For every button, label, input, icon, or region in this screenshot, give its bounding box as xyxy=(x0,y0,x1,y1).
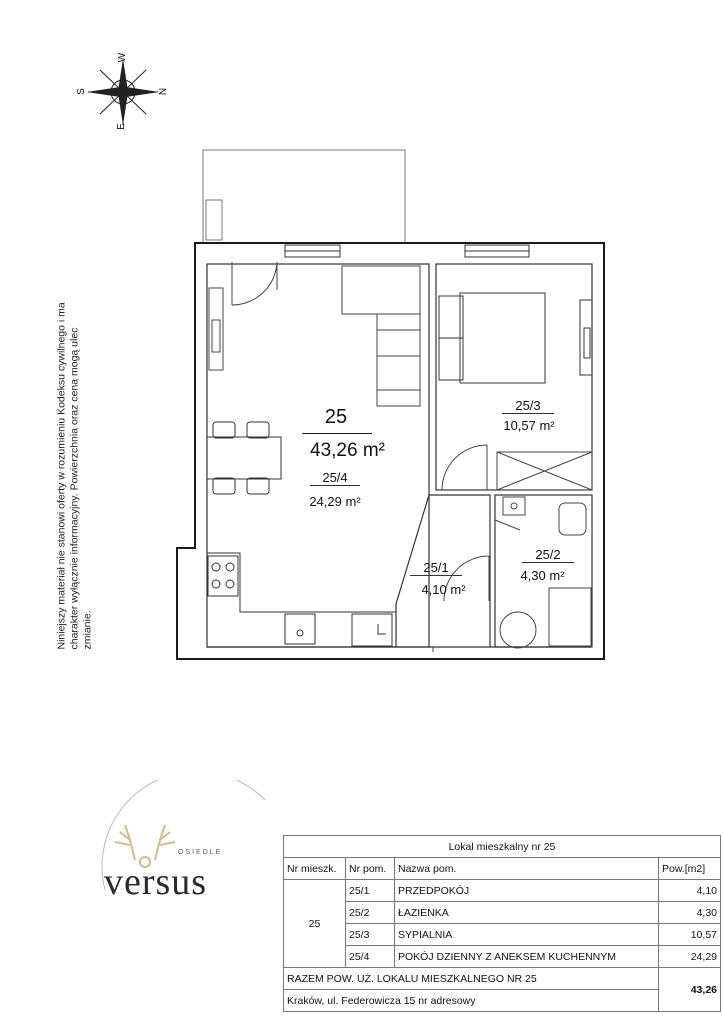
compass-e: E xyxy=(115,123,127,130)
row-nr: 25/2 xyxy=(346,902,395,924)
logo-subtitle: OSIEDLE xyxy=(178,849,223,856)
row-nr: 25/4 xyxy=(346,946,395,968)
total-value: 43,26 xyxy=(659,968,721,1012)
unit-area: 43,26 m² xyxy=(310,440,385,461)
header-nazwa-pom: Nazwa pom. xyxy=(395,858,659,880)
header-nr-mieszk: Nr mieszk. xyxy=(284,858,346,880)
room-area-25-3: 10,57 m² xyxy=(503,418,555,433)
row-area: 4,10 xyxy=(659,880,721,902)
compass-rose xyxy=(88,60,158,125)
total-label: RAZEM POW. UŻ. LOKALU MIESZKALNEGO NR 25 xyxy=(284,968,659,990)
row-nr: 25/3 xyxy=(346,924,395,946)
unit-info-table xyxy=(283,835,721,1012)
row-name: SYPIALNIA xyxy=(395,924,659,946)
row-nr: 25/1 xyxy=(346,880,395,902)
compass-s: S xyxy=(75,88,87,95)
table-row xyxy=(284,880,721,902)
room-id-25-1: 25/1 xyxy=(410,560,462,576)
room-area-25-1: 4,10 m² xyxy=(421,582,466,597)
row-name: ŁAZIENKA xyxy=(395,902,659,924)
room-area-25-2: 4,30 m² xyxy=(520,568,565,583)
address-text: Kraków, ul. Federowicza 15 nr adresowy xyxy=(284,990,659,1012)
row-area: 4,30 xyxy=(659,902,721,924)
header-nr-pom: Nr pom. xyxy=(346,858,395,880)
table-title: Lokal mieszkalny nr 25 xyxy=(284,836,721,858)
unit-number: 25 xyxy=(324,406,348,428)
room-area-25-4: 24,29 m² xyxy=(309,494,361,509)
table-row xyxy=(284,902,721,924)
table-row xyxy=(284,946,721,968)
table-row xyxy=(284,924,721,946)
disclaimer-text: Niniejszy materiał nie stanowi oferty w rozumieniu Kodeksu cywilnego i ma charakter wyłącznie informacyjny. Powierzchnia oraz cena mogą ulec zmianie. xyxy=(55,302,94,650)
logo-wordmark: versus xyxy=(104,861,208,903)
room-id-25-3: 25/3 xyxy=(502,398,554,414)
row-name: POKÓJ DZIENNY Z ANEKSEM KUCHENNYM xyxy=(395,946,659,968)
compass-n: N xyxy=(158,87,170,96)
unit-divider xyxy=(302,433,372,434)
compass-w: W xyxy=(117,52,129,63)
header-pow: Pow.[m2] xyxy=(659,858,721,880)
apartment-number: 25 xyxy=(284,880,346,968)
room-id-25-4: 25/4 xyxy=(310,470,360,486)
row-name: PRZEDPOKÓJ xyxy=(395,880,659,902)
room-id-25-2: 25/2 xyxy=(522,547,574,563)
row-area: 10,57 xyxy=(659,924,721,946)
row-area: 24,29 xyxy=(659,946,721,968)
